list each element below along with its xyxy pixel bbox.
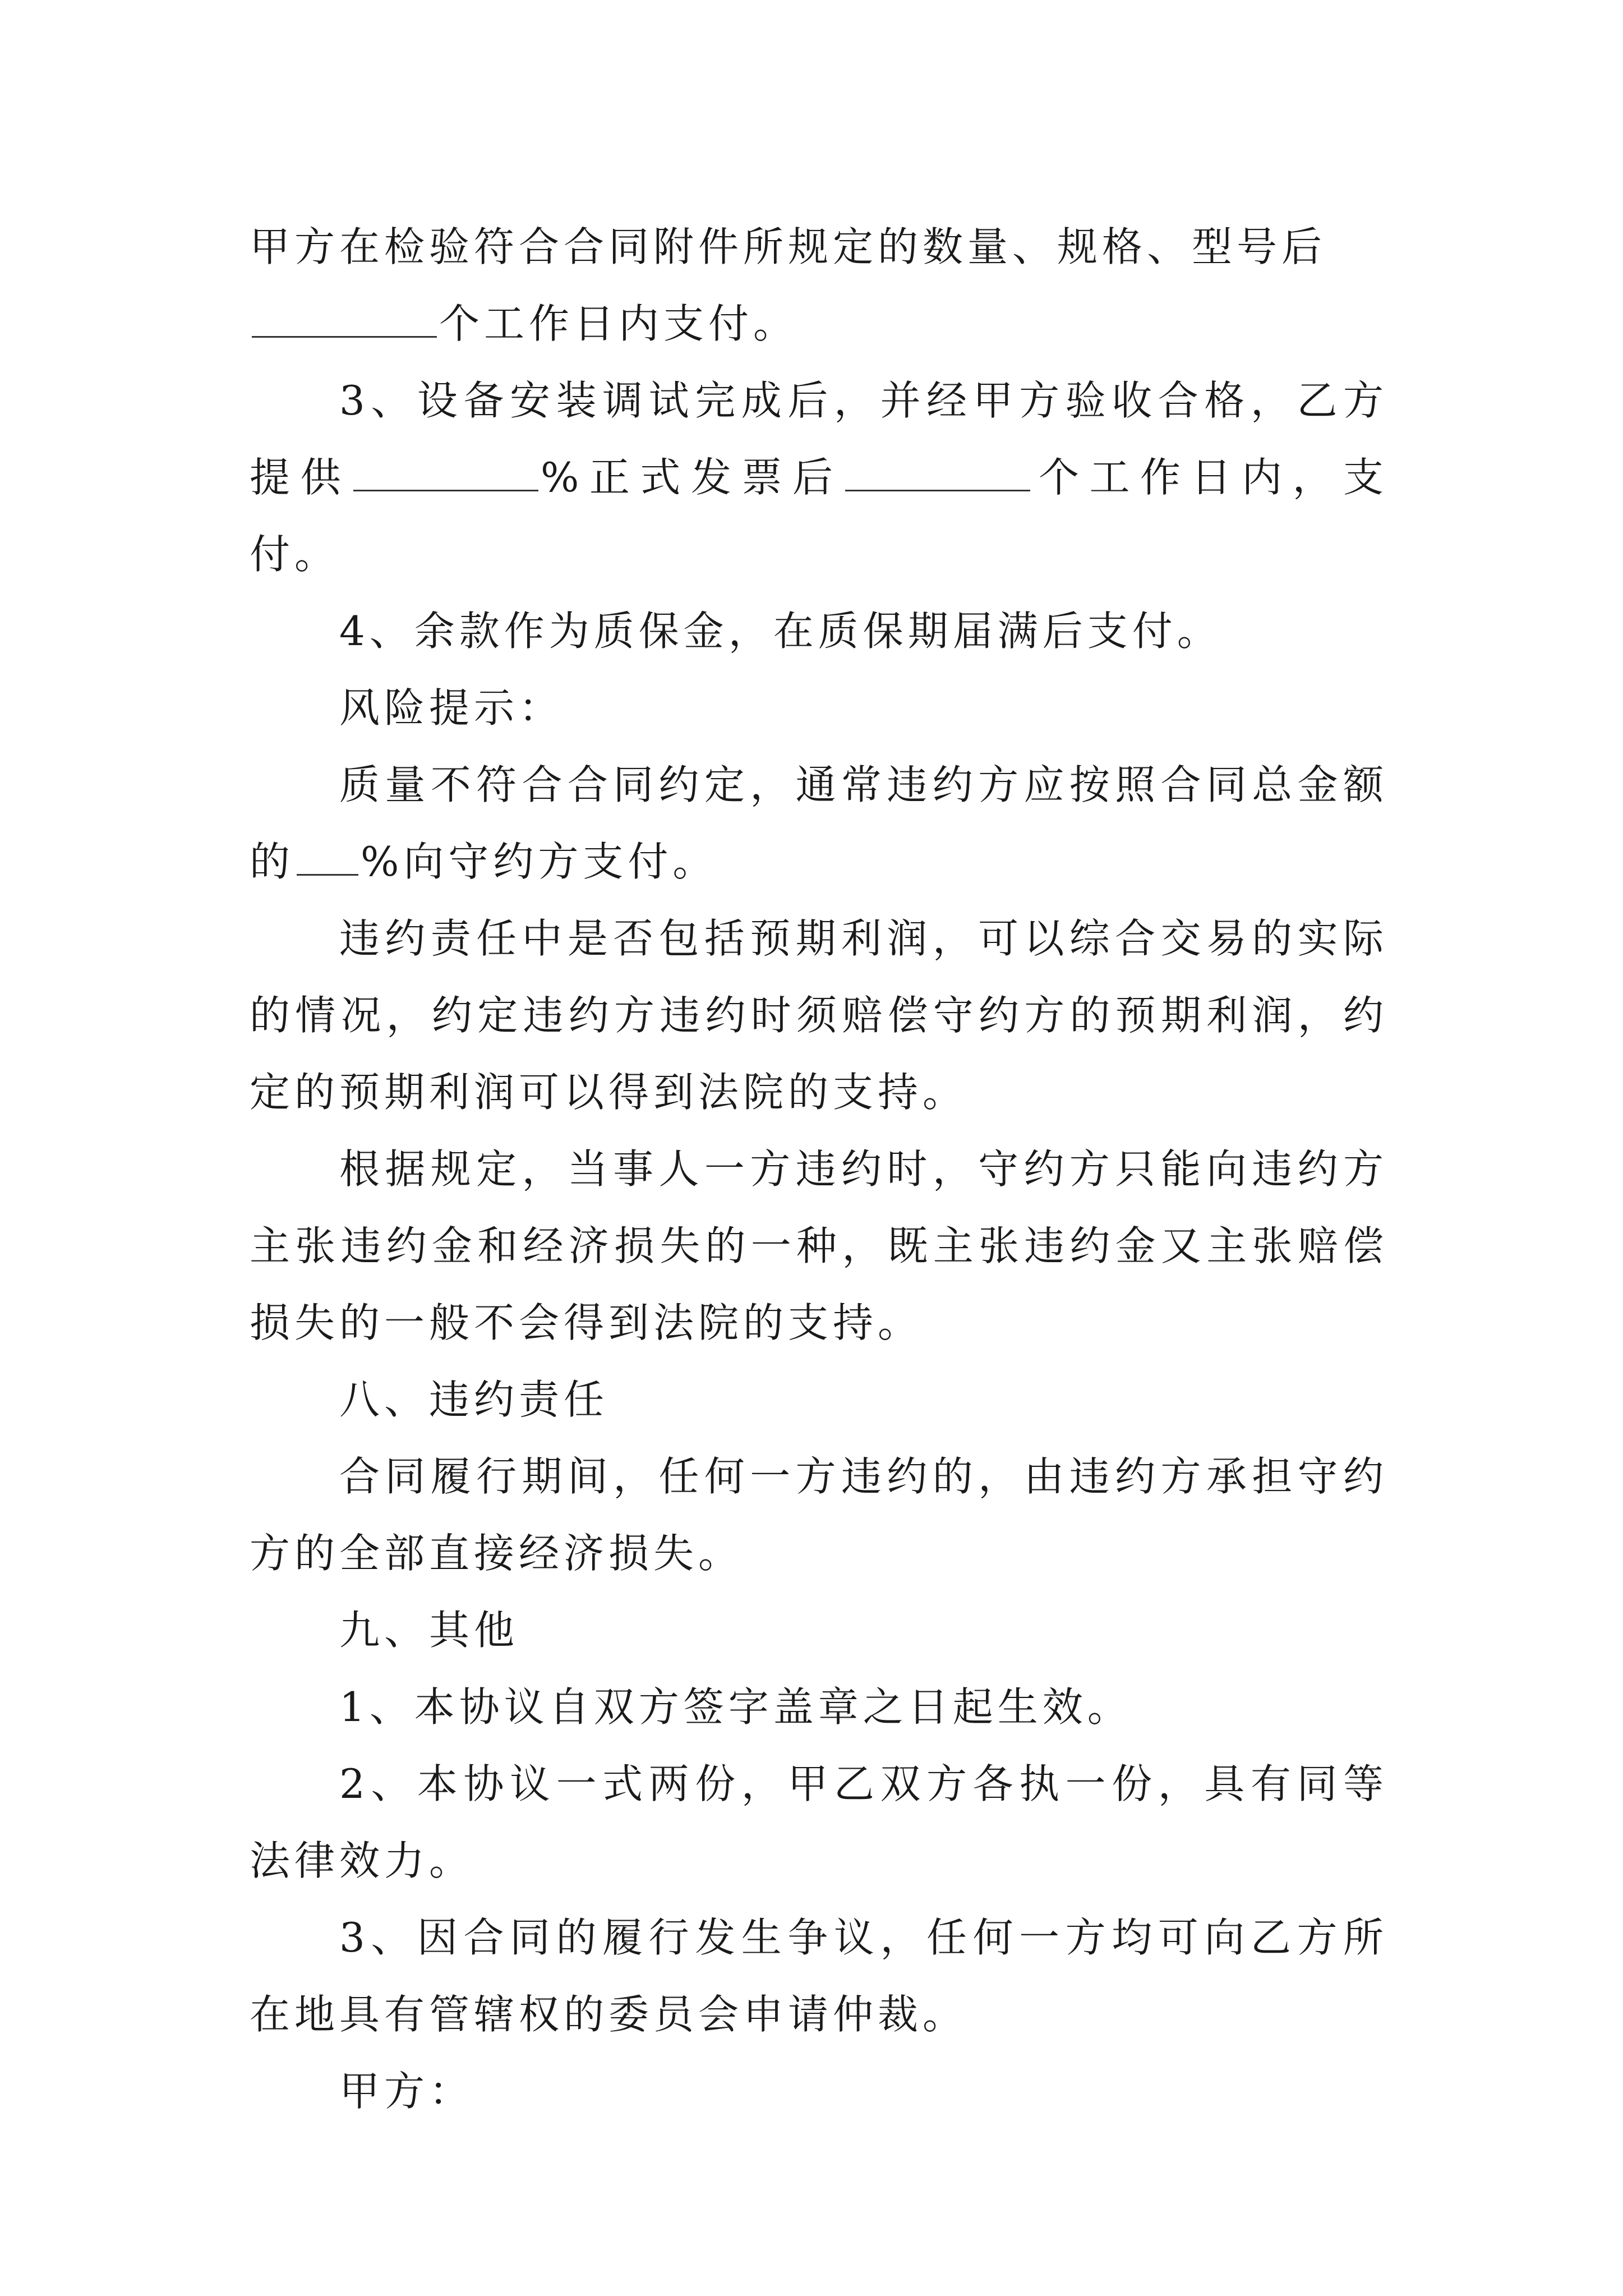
paragraph-breach-liability: 合同履行期间，任何一方违约的，由违约方承担守约方的全部直接经济损失。 (250, 1453, 1388, 1577)
paragraph-text: 质量不符合合同约定，通常违约方应按照合同总金额的 (250, 761, 1388, 885)
document-body (250, 209, 1388, 2130)
paragraph-text: 3、设备安装调试完成后，并经甲方验收合格，乙方提供 (250, 377, 1388, 501)
paragraph-expected-profit: 违约责任中是否包括预期利润，可以综合交易的实际的情况，约定违约方违约时须赔偿守约方的预期利润，约定的预期利润可以得到法院的支持。 (250, 915, 1388, 1116)
blank-field (252, 301, 437, 338)
paragraph-quality-penalty (250, 747, 1388, 900)
blank-field (845, 455, 1030, 491)
paragraph-payment-inspection (250, 209, 1388, 362)
signature-party-a: 甲方： (339, 2068, 474, 2115)
paragraph-effective: 1、本协议自双方签字盖章之日起生效。 (339, 1683, 1132, 1731)
blank-field (353, 455, 538, 491)
section-heading-other: 九、其他 (339, 1607, 519, 1654)
paragraph-installation-payment (250, 362, 1388, 593)
paragraph-penalty-rule: 根据规定，当事人一方违约时，守约方只能向违约方主张违约金和经济损失的一种，既主张违约金又主张赔偿损失的一般不会得到法院的支持。 (250, 1145, 1388, 1346)
paragraph-text: 个工作日内支付。 (439, 300, 799, 347)
paragraph-text: %正式发票后 (541, 454, 843, 501)
paragraph-text: 个工作日内，支付。 (250, 454, 1388, 578)
paragraph-text: 甲方在检验符合合同附件所规定的数量、规格、型号后 (250, 223, 1327, 270)
blank-field (297, 839, 358, 876)
paragraph-copies: 2、本协议一式两份，甲乙双方各执一份，具有同等法律效力。 (250, 1760, 1388, 1884)
paragraph-arbitration: 3、因合同的履行发生争议，任何一方均可向乙方所在地具有管辖权的委员会申请仲裁。 (250, 1914, 1388, 2038)
paragraph-text: %向守约方支付。 (361, 838, 718, 885)
paragraph-retention: 4、余款作为质保金，在质保期届满后支付。 (339, 608, 1222, 655)
paragraph-risk-heading: 风险提示： (339, 684, 564, 731)
section-heading-breach: 八、违约责任 (339, 1376, 609, 1423)
